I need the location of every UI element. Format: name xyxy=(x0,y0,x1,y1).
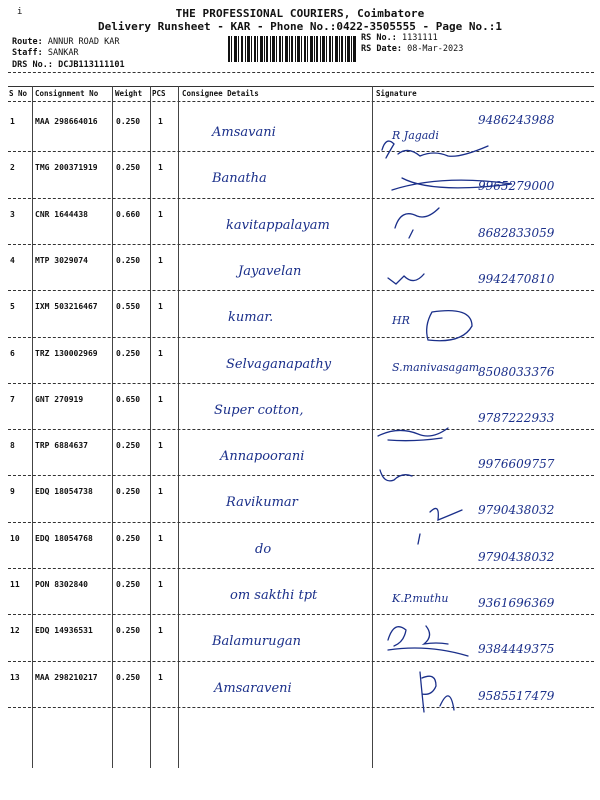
row-weight: 0.250 xyxy=(116,672,141,682)
row-weight: 0.650 xyxy=(116,394,141,404)
col-header-consignment: Consignment No xyxy=(35,89,99,98)
row-sno: 10 xyxy=(10,533,20,543)
col-header-weight: Weight xyxy=(115,89,143,98)
row-consignment-no: MAA 298664016 xyxy=(35,117,98,126)
rs-date-value: 08-Mar-2023 xyxy=(407,44,464,54)
row-pcs: 1 xyxy=(158,302,163,312)
row-consignment-no: TRZ 130002969 xyxy=(35,348,98,358)
row-consignee-handwritten: Amsaraveni xyxy=(214,680,292,696)
route-value: ANNUR ROAD KAR xyxy=(47,37,120,47)
row-signature: HR xyxy=(392,314,410,328)
row-phone-handwritten: 9942470810 xyxy=(478,271,555,286)
row-weight: 0.250 xyxy=(116,163,141,173)
row-phone-handwritten: 9486243988 xyxy=(478,113,555,127)
row-sno: 6 xyxy=(10,348,15,358)
row-weight: 0.250 xyxy=(116,117,141,126)
row-consignment-no: CNR 1644438 xyxy=(35,209,88,219)
row-phone-handwritten: 9790438032 xyxy=(478,549,555,564)
staff-label: Staff: xyxy=(12,48,43,58)
row-weight: 0.250 xyxy=(116,441,141,451)
corner-mark: i xyxy=(17,7,23,17)
row-phone-handwritten: 9787222933 xyxy=(478,410,555,425)
row-phone-handwritten: 9585517479 xyxy=(478,688,555,703)
col-header-sno: S No xyxy=(9,89,28,98)
row-weight: 0.250 xyxy=(116,487,141,497)
row-consignee-handwritten: Amsavani xyxy=(212,125,276,140)
row-consignment-no: EDQ 18054768 xyxy=(35,533,93,543)
row-consignment-no: GNT 270919 xyxy=(35,394,84,404)
row-consignee-handwritten: om sakthi tpt xyxy=(230,588,318,603)
row-consignment-no: EDQ 18054738 xyxy=(35,487,93,497)
row-phone-handwritten: 9976609757 xyxy=(478,457,555,472)
row-sno: 11 xyxy=(10,580,20,589)
row-consignment-no: PON 8302840 xyxy=(35,580,88,589)
rs-date-label: RS Date: xyxy=(361,44,402,54)
row-pcs: 1 xyxy=(158,533,163,543)
row-consignment-no: EDQ 14936531 xyxy=(35,626,93,636)
row-consignee-handwritten: Ravikumar xyxy=(226,495,298,511)
row-consignee-handwritten: kumar. xyxy=(228,310,274,326)
row-weight: 0.250 xyxy=(116,533,141,543)
row-sno: 3 xyxy=(10,209,15,219)
row-weight: 0.550 xyxy=(116,302,141,312)
row-consignment-no: MAA 298210217 xyxy=(35,672,98,682)
col-header-consignee: Consignee Details xyxy=(182,89,259,98)
rs-no-value: 1131111 xyxy=(401,33,438,43)
row-consignee-handwritten: do xyxy=(255,541,272,557)
row-sno: 2 xyxy=(10,163,15,173)
row-weight: 0.250 xyxy=(116,580,141,589)
row-pcs: 1 xyxy=(158,441,163,451)
drs-label: DRS No.: xyxy=(12,60,53,70)
runsheet-subtitle: Delivery Runsheet - KAR - Phone No.:0422-3505555 - Page No.:1 xyxy=(98,20,502,33)
row-signature: K.P.muthu xyxy=(392,592,449,605)
row-weight: 0.250 xyxy=(116,348,141,358)
row-sno: 4 xyxy=(10,255,15,265)
row-sno: 7 xyxy=(10,394,15,404)
company-title: THE PROFESSIONAL COURIERS, Coimbatore xyxy=(175,7,425,20)
row-pcs: 1 xyxy=(158,255,163,265)
row-phone-handwritten: 8682833059 xyxy=(478,225,555,240)
row-consignee-handwritten: kavitappalayam xyxy=(226,217,330,233)
staff-value: SANKAR xyxy=(47,48,79,58)
row-phone-handwritten: 9361696369 xyxy=(478,596,555,610)
row-weight: 0.250 xyxy=(116,626,141,636)
row-consignment-no: TRP 6884637 xyxy=(35,441,88,451)
row-consignee-handwritten: Jayavelan xyxy=(238,263,302,279)
row-pcs: 1 xyxy=(158,394,163,404)
row-phone-handwritten: 9965279000 xyxy=(478,179,555,194)
row-sno: 5 xyxy=(10,302,15,312)
row-signature: R Jagadi xyxy=(392,129,439,142)
row-pcs: 1 xyxy=(158,672,163,682)
row-pcs: 1 xyxy=(158,163,163,173)
row-sno: 9 xyxy=(10,487,15,497)
row-weight: 0.660 xyxy=(116,209,141,219)
row-pcs: 1 xyxy=(158,209,163,219)
route-label: Route: xyxy=(12,37,43,47)
col-header-pcs: PCS xyxy=(152,89,166,98)
col-header-signature: Signature xyxy=(376,89,417,98)
row-pcs: 1 xyxy=(158,348,163,358)
row-sno: 13 xyxy=(10,672,20,682)
row-sno: 1 xyxy=(10,117,15,126)
row-sno: 8 xyxy=(10,441,15,451)
row-phone-handwritten: 8508033376 xyxy=(478,364,555,379)
row-pcs: 1 xyxy=(158,487,163,497)
row-signature: S.manivasagam xyxy=(392,360,480,374)
row-weight: 0.250 xyxy=(116,255,141,265)
row-phone-handwritten: 9384449375 xyxy=(478,642,555,657)
row-phone-handwritten: 9790438032 xyxy=(478,503,555,518)
row-consignment-no: IXM 503216467 xyxy=(35,302,98,312)
row-pcs: 1 xyxy=(158,117,163,126)
row-consignment-no: TMG 200371919 xyxy=(35,163,98,173)
row-sno: 12 xyxy=(10,626,20,636)
row-consignee-handwritten: Super cotton, xyxy=(214,402,304,418)
row-consignee-handwritten: Balamurugan xyxy=(212,634,301,650)
row-consignee-handwritten: Annapoorani xyxy=(220,449,305,465)
row-pcs: 1 xyxy=(158,580,163,589)
drs-value: DCJB113111101 xyxy=(58,60,125,70)
row-consignee-handwritten: Banatha xyxy=(212,171,267,187)
rs-no-label: RS No.: xyxy=(361,33,397,43)
row-pcs: 1 xyxy=(158,626,163,636)
row-consignment-no: MTP 3029074 xyxy=(35,255,88,265)
row-consignee-handwritten: Selvaganapathy xyxy=(226,356,332,372)
